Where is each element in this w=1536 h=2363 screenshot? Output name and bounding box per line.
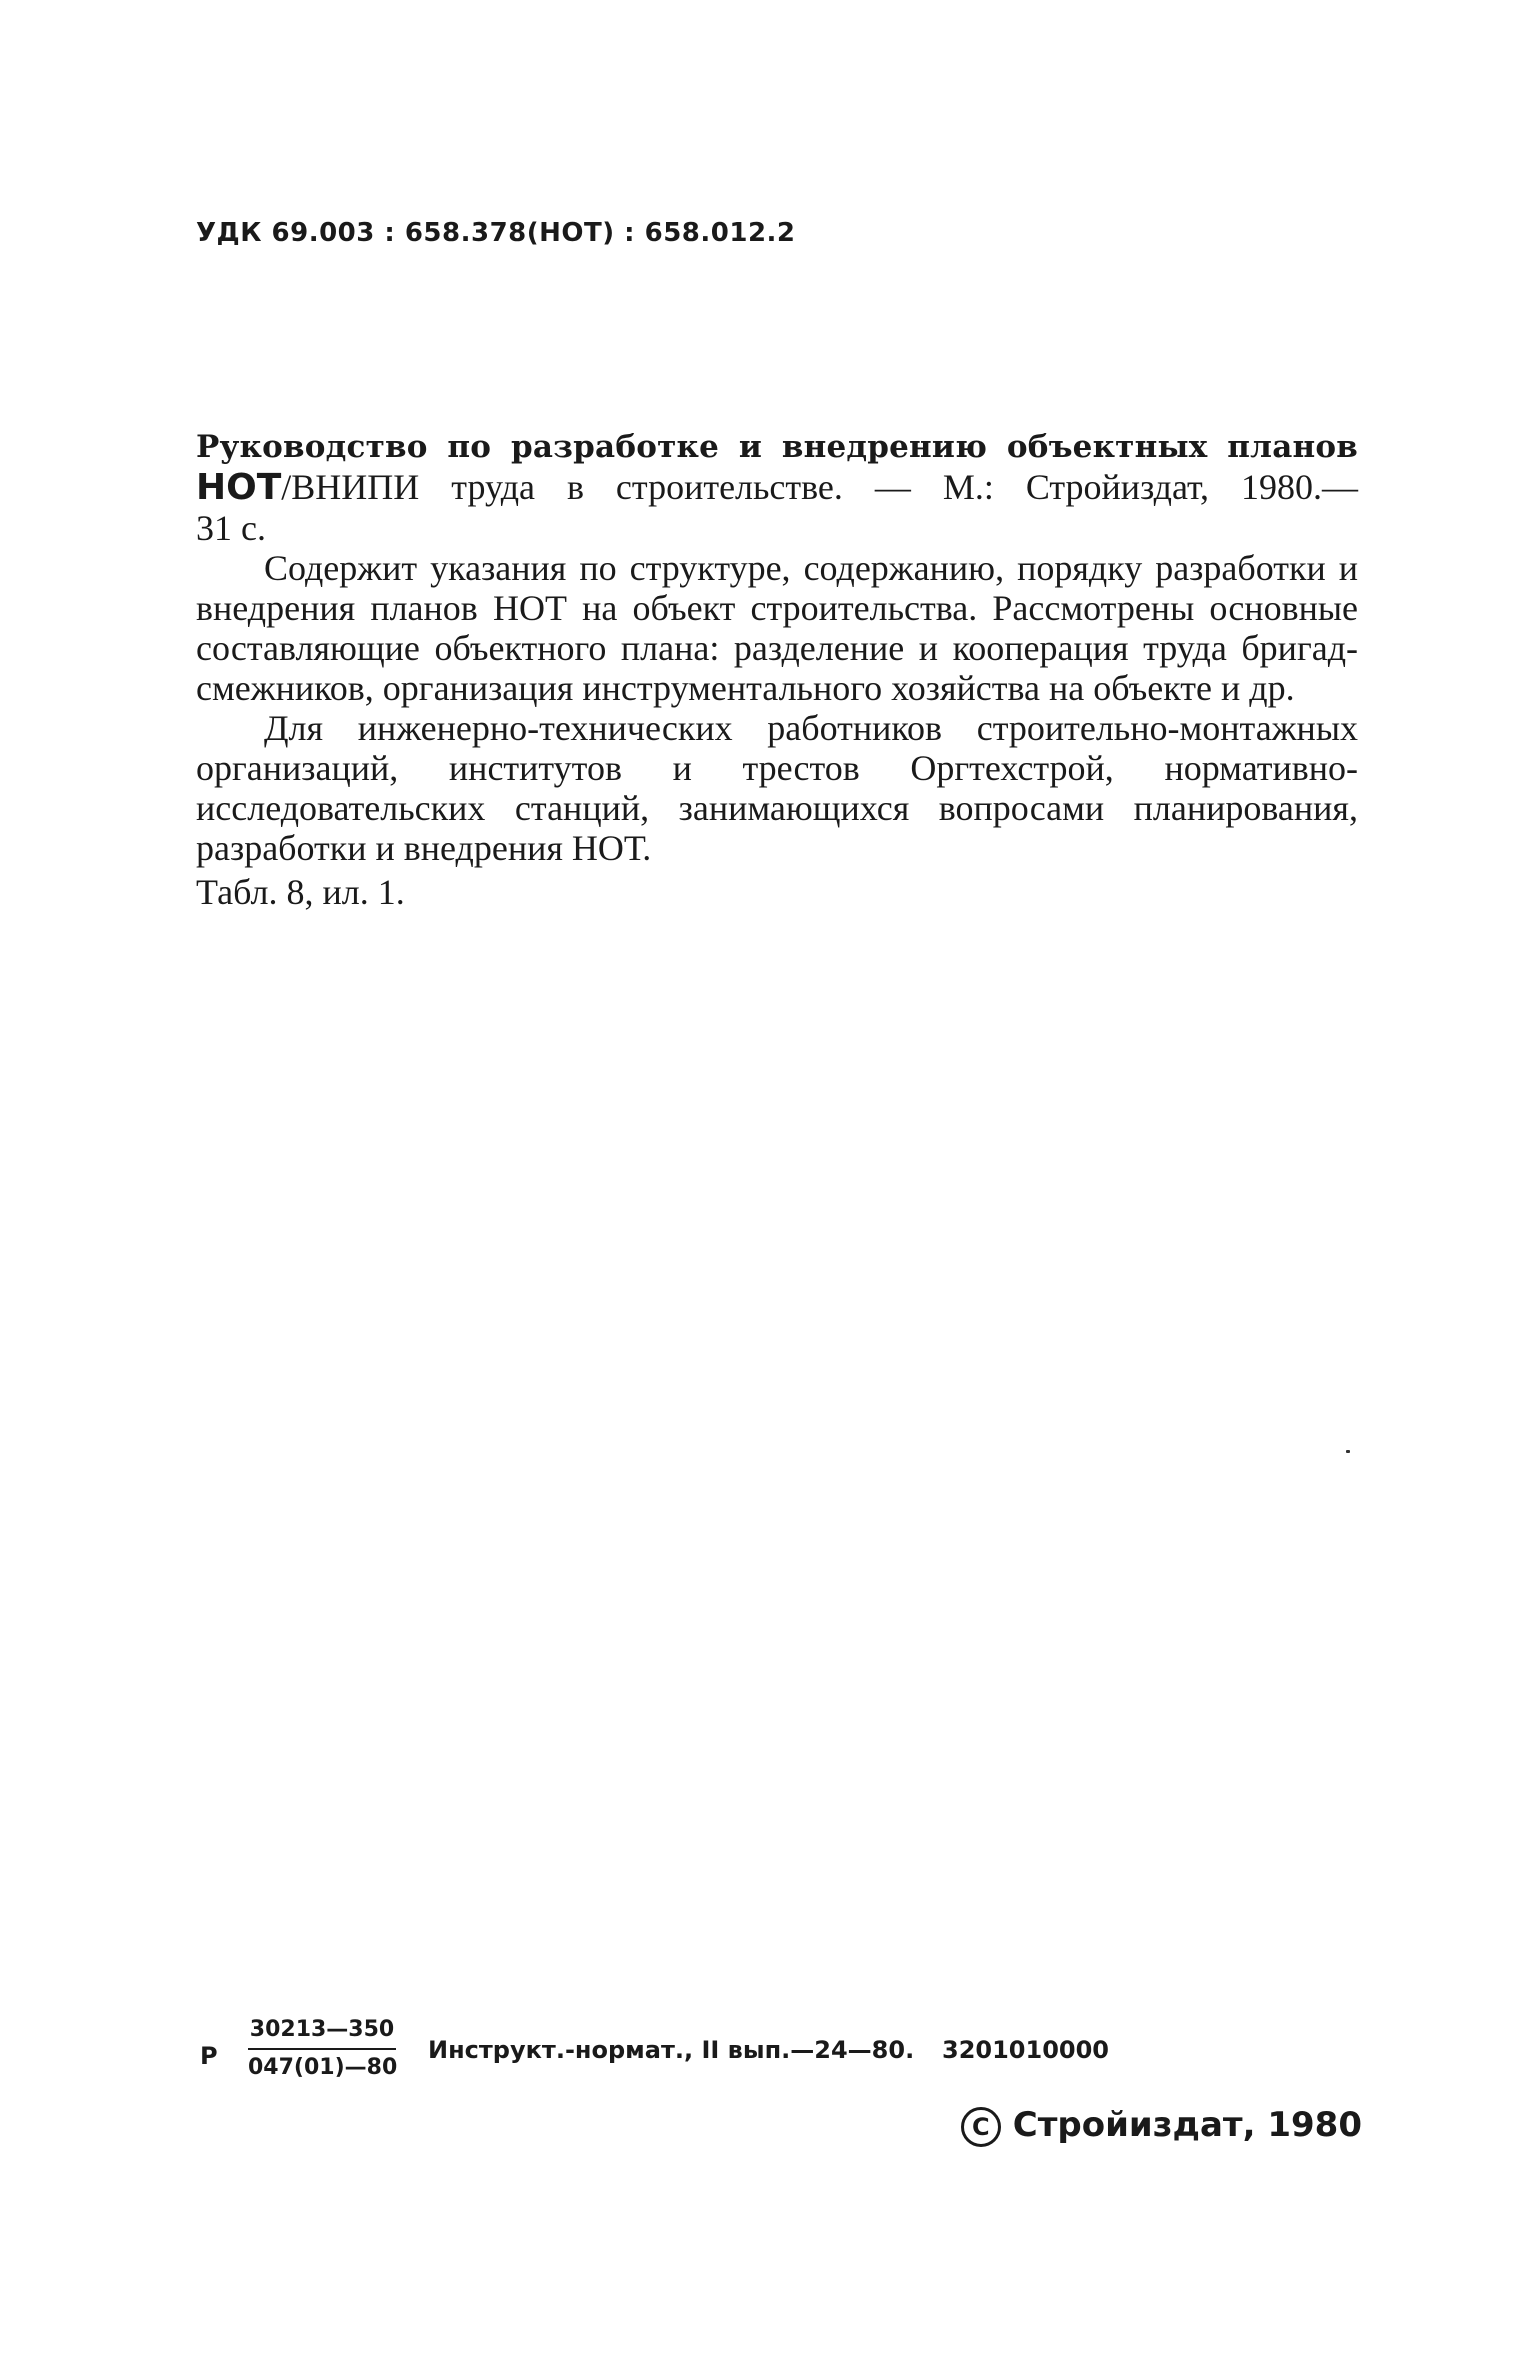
copyright-icon: C: [961, 2107, 1001, 2147]
book-author: НОТ: [196, 467, 282, 508]
udk-classification: УДК 69.003 : 658.378(НОТ) : 658.012.2: [196, 218, 796, 248]
imprint-code: 3201010000: [942, 2036, 1109, 2064]
copyright-text: Стройиздат, 1980: [1012, 2105, 1362, 2145]
imprint-denominator: 047(01)—80: [248, 2055, 398, 2080]
imprint-numerator: 30213—350: [249, 2017, 395, 2042]
publication-details: /ВНИПИ труда в строительстве. — М.: Стройиздат, 1980.—: [281, 467, 1358, 507]
book-title: Руководство по разработке и внедрению объектных планов: [196, 429, 1358, 465]
bibliography-line-2: [196, 467, 1358, 508]
abstract-paragraph-1: Содержит указания по структуре, содержанию, порядку разработки и внедрения планов НОТ на объект строительства. Рассмотрены основные составляющие объектного плана: разделение и кооперация труда бригад-смежников, организация инструментального хозяйства на объекте и др.: [196, 548, 1358, 708]
fraction-bar: [248, 2048, 396, 2050]
copyright-notice: [961, 2105, 1362, 2147]
imprint-description: Инструкт.-нормат., II вып.—24—80.: [428, 2036, 915, 2064]
bibliography-line-1: [196, 425, 1358, 467]
imprint-fraction: [248, 2014, 396, 2084]
tables-illustrations-note: Табл. 8, ил. 1.: [196, 872, 405, 912]
abstract-paragraph-2: Для инженерно-технических работников строительно-монтажных организаций, институтов и трестов Оргтехстрой, нормативно-исследовательских станций, занимающихся вопросами планирования, разработки и внедрения НОТ.: [196, 708, 1358, 868]
print-speck: [1346, 1450, 1350, 1453]
bibliographic-record: [196, 425, 1358, 868]
imprint-letter: Р: [200, 2042, 218, 2070]
page-count: 31 с.: [196, 508, 266, 548]
